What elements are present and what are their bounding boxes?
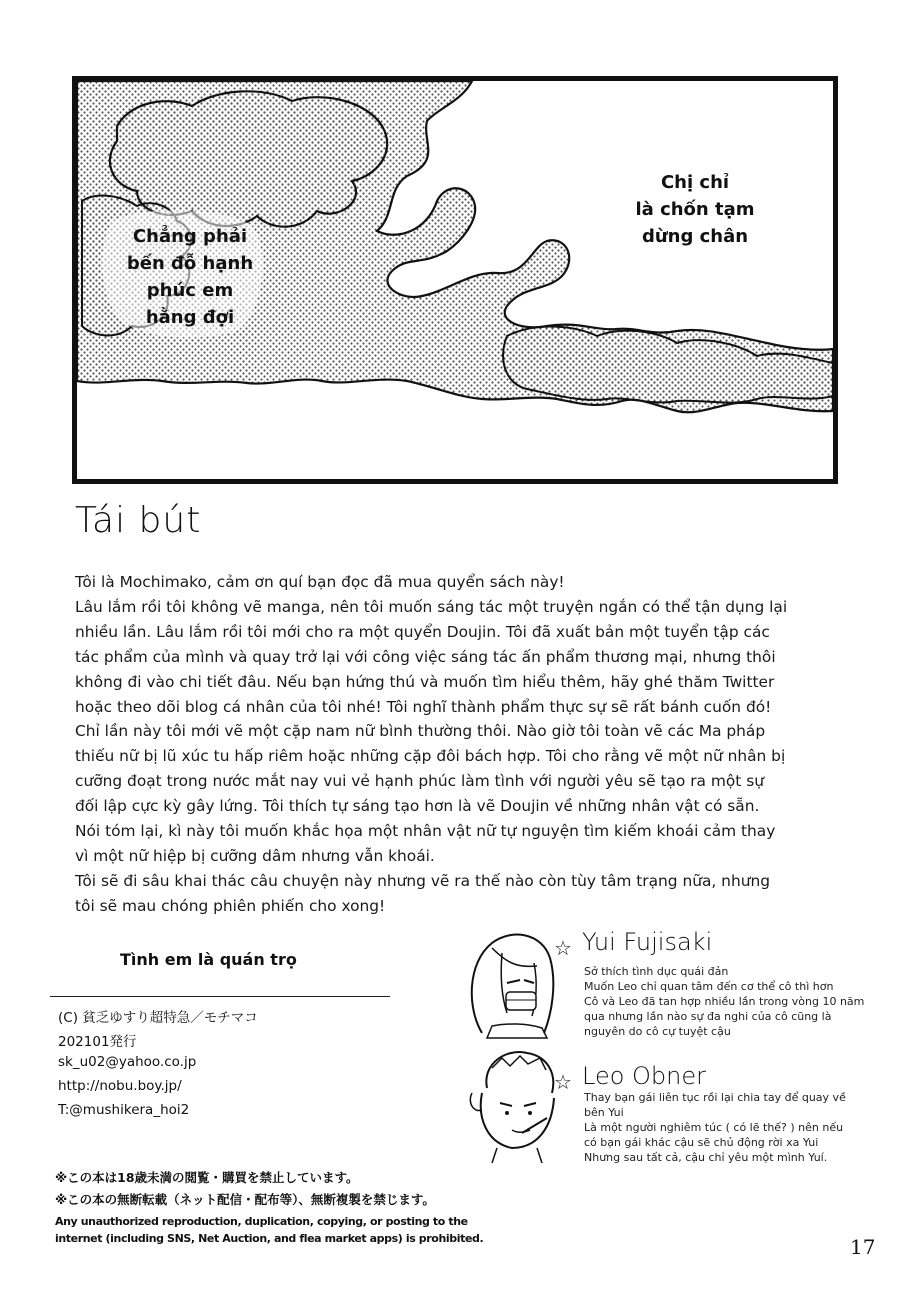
desc-line: bên Yui — [584, 1106, 624, 1119]
body-line: thiếu nữ bị lũ xúc tu hấp riêm hoặc những cặp đôi bách hợp. Tôi cho rằng vẽ một nữ nhân bị — [75, 747, 786, 766]
body-line: vì một nữ hiệp bị cưỡng dâm nhưng vẫn khoái. — [75, 846, 435, 865]
body-line: tác phẩm của mình và quay trở lại với công việc sáng tác ấn phẩm thương mại, nhưng thôi — [75, 647, 776, 666]
body-line: không đi vào chi tiết đâu. Nếu bạn hứng thú và muốn tìm hiểu thêm, hãy ghé thăm Twitter — [75, 672, 775, 691]
reproduction-notice-en: Any unauthorized reproduction, duplication, copying, or posting to the internet (including SNS, Net Auction, and flea market apps) is prohibited. — [55, 1215, 484, 1245]
character-yui — [462, 928, 902, 1048]
age-restriction-notice: ※この本は18歳未満の閲覧・購買を禁止しています。 — [55, 1170, 359, 1185]
body-line: Tôi sẽ đi sâu khai thác câu chuyện này nhưng vẽ ra thế nào còn tùy tâm trạng nữa, nhưng — [75, 871, 770, 890]
bubble-line: Chị chỉ — [660, 172, 730, 193]
star-icon: ☆ — [554, 936, 572, 960]
body-line: Tôi là Mochimako, cảm ơn quí bạn đọc đã mua quyển sách này! — [75, 573, 565, 591]
body-line: tôi sẽ mau chóng phiên phiến cho xong! — [75, 896, 386, 915]
body-line: hoặc theo dõi blog cá nhân của tôi nhé! Tôi nghĩ thành phẩm thực sự sẽ rất bánh cuốn đó! — [75, 697, 772, 716]
bubble-line: Chẳng phải — [132, 226, 248, 247]
page-number: 17 — [850, 1235, 876, 1259]
yui-portrait-illustration — [462, 928, 557, 1043]
body-line: Nói tóm lại, kì này tôi muốn khắc họa một nhân vật nữ tự nguyện tìm kiếm khoái cảm thay — [75, 822, 776, 841]
bubble-line: phúc em — [146, 280, 234, 301]
desc-line: Cô và Leo đã tan hợp nhiều lần trong vòng 10 năm — [584, 995, 865, 1008]
body-line: nhiều lần. Lâu lắm rồi tôi mới cho ra một quyển Doujin. Tôi đã xuất bản một tuyển tập các — [75, 622, 770, 641]
website: http://nobu.boy.jp/ — [58, 1078, 182, 1094]
colophon — [50, 950, 390, 1140]
desc-line: qua nhưng lần nào sự đa nghi của cô cũng là — [584, 1010, 832, 1023]
divider — [50, 996, 390, 997]
copyright-line: (C) 貧乏ゆすり超特急／モチマコ — [58, 1010, 258, 1026]
desc-line: Muốn Leo chỉ quan tâm đến cơ thể cô thì hơn — [584, 980, 834, 993]
character-leo — [462, 1048, 902, 1168]
body-line: đối lập cực kỳ gây lứng. Tôi thích tự sáng tạo hơn là vẽ Doujin về những nhân vật có sẵn. — [75, 797, 760, 816]
afterword-title: Tái bút — [75, 500, 202, 541]
book-title: Tình em là quán trọ — [120, 950, 297, 969]
publish-date: 202101発行 — [58, 1034, 137, 1050]
character-name: Leo Obner — [582, 1062, 706, 1090]
body-line: Lâu lắm rồi tôi không vẽ manga, nên tôi muốn sáng tác một truyện ngắn có thể tận dụng lại — [75, 597, 788, 616]
manga-panel — [72, 76, 838, 484]
star-icon: ☆ — [554, 1070, 572, 1094]
bubble-line: bến đỗ hạnh — [126, 253, 254, 274]
email: sk_u02@yahoo.co.jp — [58, 1054, 197, 1070]
reproduction-notice-jp: ※この本の無断転載（ネット配信・配布等）、無断複製を禁じます。 — [55, 1192, 435, 1207]
body-line: cưỡng đoạt trong nước mắt nay vui vẻ hạnh phúc làm tình với người yêu sẽ tạo ra một sự — [75, 772, 764, 791]
bubble-line: hằng đợi — [145, 307, 235, 328]
speech-text-right — [625, 169, 765, 250]
bubble-line: dừng chân — [641, 226, 749, 247]
desc-line: Là một người nghiêm túc ( có lẽ thế? ) nên nếu — [584, 1121, 844, 1134]
body-line: Chỉ lần này tôi mới vẽ một cặp nam nữ bình thường thôi. Nào giờ tôi toàn vẽ các Ma pháp — [75, 722, 766, 741]
character-description — [584, 1090, 846, 1165]
leo-portrait-illustration — [462, 1048, 562, 1168]
desc-line: Sở thích tình dục quái đản — [584, 965, 729, 978]
twitter-handle: T:@mushikera_hoi2 — [58, 1102, 190, 1118]
afterword-body — [75, 570, 855, 919]
character-description — [584, 964, 864, 1039]
character-name: Yui Fujisaki — [582, 928, 713, 956]
desc-line: nguyên do cô cự tuyệt cậu — [584, 1025, 731, 1038]
desc-line: Nhưng sau tất cả, cậu chỉ yêu một mình Yuí. — [584, 1151, 828, 1164]
speech-text-left — [115, 223, 265, 331]
bubble-line: là chốn tạm — [635, 199, 755, 220]
desc-line: có bạn gái khác cậu sẽ chủ động rời xa Yui — [584, 1136, 819, 1149]
desc-line: Thay bạn gái liên tục rồi lại chia tay để quay về — [584, 1091, 846, 1104]
